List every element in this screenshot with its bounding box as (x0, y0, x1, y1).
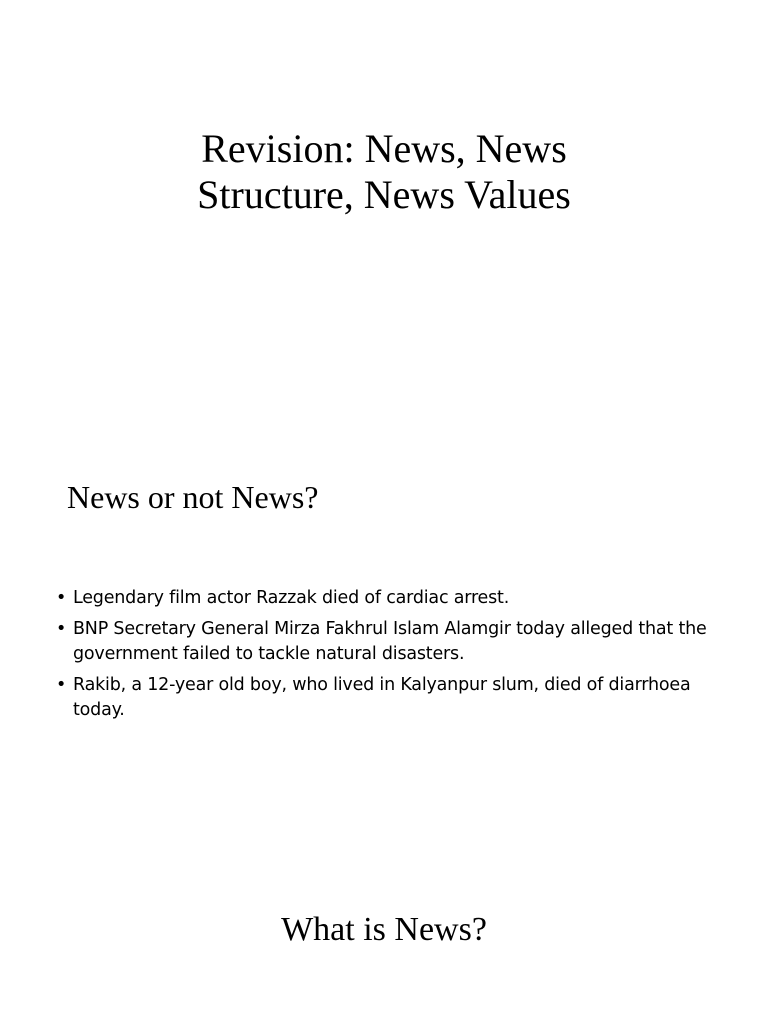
slide-title-line-2: Structure, News Values (197, 172, 571, 217)
slide-news-or-not (0, 440, 768, 770)
slide-what-is-news (0, 880, 768, 1024)
slide-title-line-1: Revision: News, News (201, 126, 567, 171)
bullet-text: BNP Secretary General Mirza Fakhrul Islam Alamgir today alleged that the government failed to tackle natural disasters. (73, 619, 707, 664)
slide-title (0, 126, 768, 218)
bullet-text: Rakib, a 12-year old boy, who lived in Kalyanpur slum, died of diarrhoea today. (73, 675, 691, 720)
slide-heading: What is News? (281, 911, 487, 948)
bullet-list (56, 586, 716, 729)
bullet-dot-icon: • (56, 588, 67, 608)
bullet-item (56, 617, 716, 667)
bullet-dot-icon: • (56, 619, 67, 639)
bullet-text: Legendary film actor Razzak died of cardiac arrest. (73, 588, 510, 608)
section-heading: News or not News? (67, 479, 319, 515)
slide-revision (0, 0, 768, 300)
bullet-item (56, 673, 716, 723)
bullet-item (56, 586, 716, 611)
bullet-dot-icon: • (56, 675, 67, 695)
